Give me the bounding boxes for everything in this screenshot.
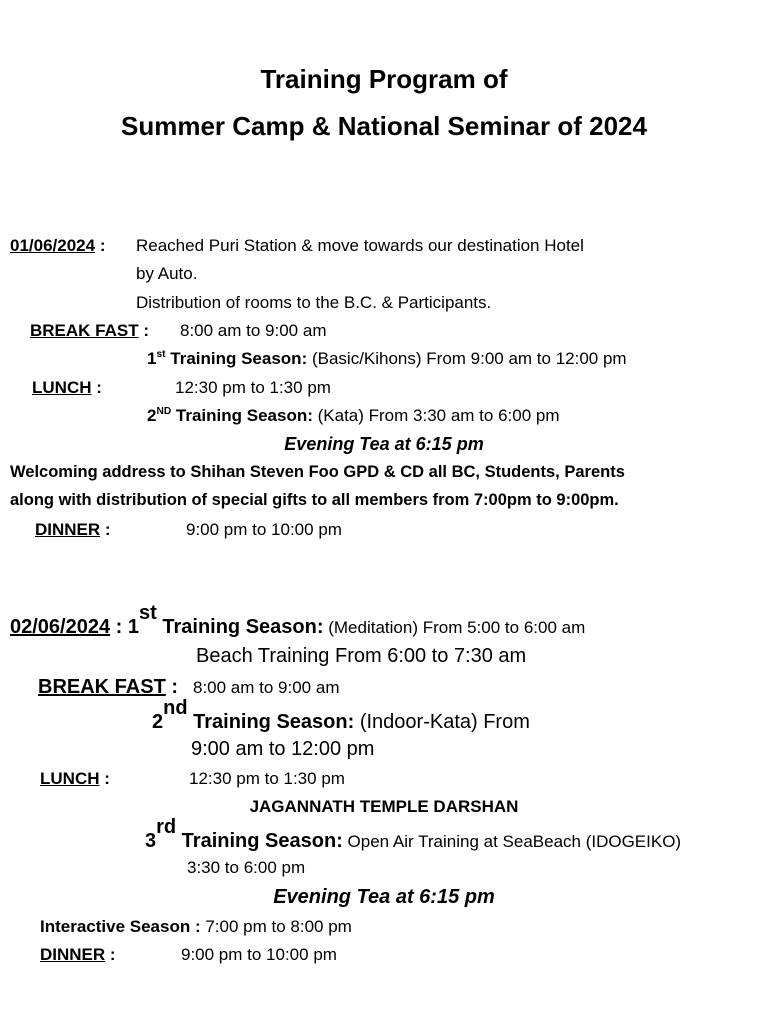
day2-dinner-label-row	[40, 946, 116, 963]
day1-lunch-label-row	[32, 379, 102, 396]
day1-breakfast-label-row	[30, 322, 149, 339]
day2-date: 02/06/2024	[10, 616, 111, 638]
day2-session3-sup: rd	[156, 816, 177, 838]
day2-lunch-label: LUNCH	[40, 769, 100, 788]
day1-breakfast-colon: :	[138, 321, 150, 340]
day2-session3	[145, 816, 682, 852]
day2-session1-text: (Meditation) From 5:00 to 6:00 am	[323, 618, 586, 637]
day2-session1-row	[10, 602, 586, 638]
day1-date: 01/06/2024	[10, 236, 96, 255]
day1-rooms: Distribution of rooms to the B.C. & Participants.	[136, 293, 492, 312]
day1-evening-tea: Evening Tea at 6:15 pm	[284, 434, 484, 454]
day1-dinner-colon: :	[100, 520, 111, 539]
day2-session1-num: 1	[127, 616, 140, 638]
day1-welcome-line-1: Welcoming address to Shihan Steven Foo GPD & CD all BC, Students, Parents	[10, 463, 625, 481]
day1-lunch-time: 12:30 pm to 1:30 pm	[175, 378, 331, 397]
day2-session3-num: 3	[145, 830, 157, 852]
title-line-1: Training Program of	[260, 64, 508, 94]
day2-breakfast-label: BREAK FAST	[38, 676, 166, 698]
day1-session2-label: Training Season:	[171, 406, 313, 425]
day2-lunch-label-row	[40, 770, 110, 787]
day1-arrival-row	[10, 237, 105, 254]
day2-evening-tea: Evening Tea at 6:15 pm	[273, 886, 495, 908]
day2-session2-label: Training Season:	[187, 711, 355, 733]
day2-session1-sup: st	[139, 602, 157, 624]
day2-beach-training: Beach Training From 6:00 to 7:30 am	[196, 645, 527, 667]
day2-session3-time: 3:30 to 6:00 pm	[187, 858, 306, 877]
day1-date-colon: :	[95, 236, 106, 255]
day1-dinner-time: 9:00 pm to 10:00 pm	[186, 520, 342, 539]
day2-interactive-label: Interactive Season :	[40, 917, 201, 936]
day2-dinner-time: 9:00 pm to 10:00 pm	[181, 945, 337, 964]
day2-interactive-row	[40, 918, 352, 935]
day2-interactive-time: 7:00 pm to 8:00 pm	[200, 917, 352, 936]
day2-breakfast-time: 8:00 am to 9:00 am	[193, 678, 340, 697]
day1-session1	[147, 350, 627, 367]
day1-session1-label: Training Season:	[165, 349, 308, 368]
day2-session3-text: Open Air Training at SeaBeach (IDOGEIKO)	[342, 832, 682, 851]
day1-dinner-label: DINNER	[35, 520, 101, 539]
day2-session2-time: 9:00 am to 12:00 pm	[191, 738, 375, 760]
day1-lunch-label: LUNCH	[32, 378, 92, 397]
day1-dinner-label-row	[35, 521, 111, 538]
day2-session2	[152, 697, 530, 733]
day1-arrival-text: Reached Puri Station & move towards our destination Hotel	[136, 236, 584, 255]
day2-date-colon: :	[110, 616, 128, 638]
day1-session2	[147, 407, 560, 424]
day2-lunch-time: 12:30 pm to 1:30 pm	[189, 769, 345, 788]
day1-session1-num: 1	[147, 349, 157, 368]
day1-session1-text: (Basic/Kihons) From 9:00 am to 12:00 pm	[307, 349, 627, 368]
day2-session2-sup: nd	[163, 697, 188, 719]
day1-session2-num: 2	[147, 406, 157, 425]
day1-session2-text: (Kata) From 3:30 am to 6:00 pm	[312, 406, 560, 425]
day2-breakfast-label-row	[38, 677, 178, 697]
day1-welcome-line-2: along with distribution of special gifts to all members from 7:00pm to 9:00pm.	[10, 491, 619, 509]
day2-session2-text: (Indoor-Kata) From	[354, 711, 530, 733]
day2-dinner-colon: :	[105, 945, 116, 964]
day2-session1-label: Training Season:	[156, 616, 324, 638]
day2-temple-darshan: JAGANNATH TEMPLE DARSHAN	[249, 797, 519, 816]
day2-lunch-colon: :	[99, 769, 110, 788]
day2-dinner-label: DINNER	[40, 945, 106, 964]
day1-breakfast-time: 8:00 am to 9:00 am	[180, 321, 327, 340]
day1-session2-sup: ND	[156, 405, 172, 417]
day2-breakfast-colon: :	[165, 676, 179, 698]
day2-session2-num: 2	[152, 711, 164, 733]
day1-breakfast-label: BREAK FAST	[30, 321, 139, 340]
title-line-2: Summer Camp & National Seminar of 2024	[121, 111, 647, 141]
day2-session3-label: Training Season:	[176, 830, 343, 852]
day1-arrival-cont: by Auto.	[136, 264, 198, 283]
day1-session1-sup: st	[156, 348, 166, 360]
day1-lunch-colon: :	[91, 378, 102, 397]
